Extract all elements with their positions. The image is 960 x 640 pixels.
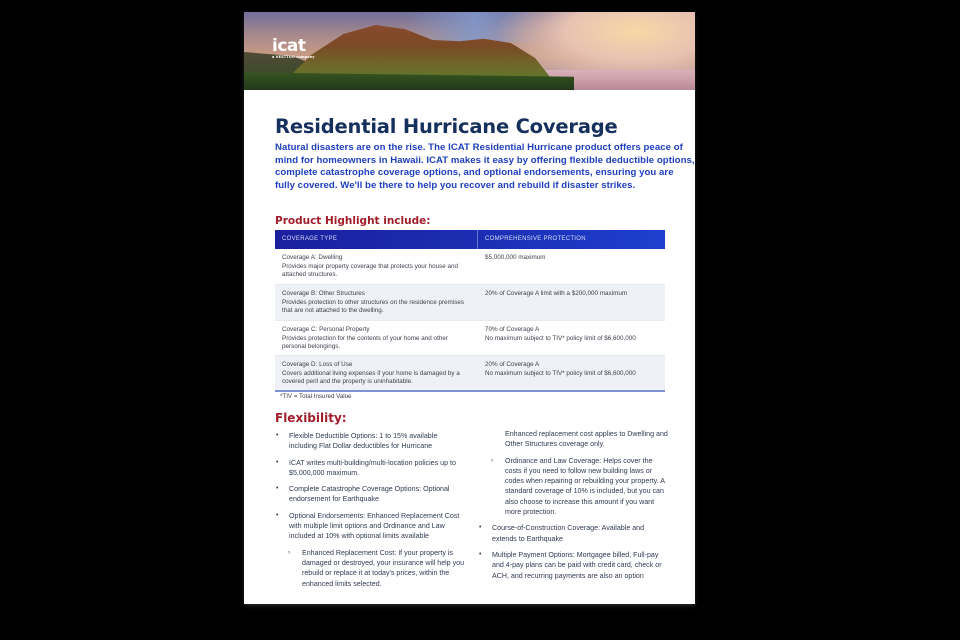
coverage-description: Provides protection to other structures on the residence premises that are not attached to the dwelling. [282, 298, 465, 315]
bullet-icon: • [479, 524, 482, 532]
table-row [275, 249, 665, 285]
coverage-description: Provides protection for the contents of your home and other personal belongings. [282, 334, 448, 351]
chevron-right-icon: › [288, 548, 291, 556]
bullet-icon: • [276, 458, 279, 466]
sub-list-item-text: Enhanced Replacement Cost: If your property is damaged or destroyed, your insurance will help you rebuild or replace it at today's prices, within the enhanced limits selected. [302, 548, 465, 588]
table-row [275, 356, 665, 392]
coverage-type-cell [275, 356, 478, 390]
hero-banner-image [244, 12, 695, 90]
document-page [244, 12, 695, 604]
coverage-description: Provides major property coverage that protects your house and attached structures. [282, 262, 459, 279]
list-item [275, 511, 465, 542]
protection-cell [478, 285, 665, 320]
list-item [478, 523, 668, 544]
protection-line: No maximum subject to TIV* policy limit of $6,600,000 [485, 334, 636, 342]
list-item-text: Multiple Payment Options: Mortgagee billed, Full-pay and 4-pay plans can be paid with credit card, check or ACH, and recurring payments are also an option [492, 550, 662, 580]
column-header-coverage-type: COVERAGE TYPE [275, 230, 478, 249]
coverage-table [275, 230, 665, 392]
list-item-text: Course-of-Construction Coverage: Available and extends to Earthquake [492, 524, 645, 543]
bullet-icon: • [276, 511, 279, 519]
sub-list-item-continuation: Enhanced replacement cost applies to Dwelling and Other Structures coverage only. [505, 430, 668, 449]
list-item-text: Flexible Deductible Options: 1 to 15% available including Flat Dollar deductibles for Hurricane [289, 432, 438, 451]
coverage-title: Coverage A: Dwelling [282, 254, 343, 261]
protection-cell [478, 249, 665, 284]
list-item [478, 550, 668, 581]
coverage-title: Coverage B: Other Structures [282, 290, 365, 297]
chevron-right-icon: › [491, 456, 494, 464]
bullet-icon: • [276, 485, 279, 493]
tiv-footnote: *TIV = Total Insured Value [280, 393, 352, 400]
logo-mark: icat [272, 36, 306, 56]
flexibility-right-column [478, 429, 668, 587]
coverage-type-cell [275, 285, 478, 320]
coverage-title: Coverage D: Loss of Use [282, 361, 353, 368]
flexibility-left-column [275, 431, 465, 595]
coverage-title: Coverage C: Personal Property [282, 326, 370, 333]
sub-list-item [275, 548, 465, 589]
table-header [275, 230, 665, 249]
flexibility-heading: Flexibility: [275, 411, 347, 425]
protection-line: No maximum subject to TIV* policy limit of $6,600,000 [485, 369, 636, 377]
table-row [275, 321, 665, 356]
intro-paragraph: Natural disasters are on the rise. The ICAT Residential Hurricane product offers peace of mind for homeowners in Hawaii. ICAT makes it easy by offering flexible deductible options, complete catastrophe coverage options, and optional endorsements, ensuring you are fully covered. We'll be there to help you recover and rebuild if disaster strikes. [275, 142, 695, 191]
list-item [275, 484, 465, 505]
protection-cell [478, 321, 665, 355]
protection-line: 20% of Coverage A limit with a $200,000 maximum [485, 290, 628, 297]
bullet-icon: • [276, 432, 279, 439]
coverage-description: Covers additional living expenses if your home is damaged by a covered peril and the property is uninhabitable. [282, 369, 460, 386]
table-row [275, 285, 665, 321]
coverage-type-cell [275, 249, 478, 284]
list-item [275, 458, 465, 479]
protection-line: 70% of Coverage A [485, 326, 540, 333]
highlights-heading: Product Highlight include: [275, 215, 431, 227]
column-header-protection: COMPREHENSIVE PROTECTION [485, 236, 586, 242]
bullet-icon: • [479, 550, 482, 558]
sub-list-item-text: Ordinance and Law Coverage: Helps cover the costs if you need to follow new building laws or codes when repairing or rebuilding your property. A standard coverage of 10% is included, but you can also choose to increase this amount if you want more protection. [505, 456, 665, 517]
protection-cell [478, 356, 665, 390]
icat-logo [272, 38, 315, 60]
logo-subtext: a VESTTOO company [272, 55, 315, 59]
protection-line: $5,000,000 maximum [485, 254, 546, 261]
page-title: Residential Hurricane Coverage [275, 115, 618, 138]
sub-list-item [478, 456, 668, 518]
list-item-text: ICAT writes multi-building/multi-location policies up to $5,000,000 maximum. [289, 458, 456, 477]
coverage-type-cell [275, 321, 478, 355]
list-item-text: Complete Catastrophe Coverage Options: Optional endorsement for Earthquake [289, 485, 450, 504]
list-item-text: Optional Endorsements: Enhanced Replacement Cost with multiple limit options and Ordinance and Law included at 10% with optional limits available [289, 511, 460, 541]
list-item [275, 431, 465, 452]
protection-line: 20% of Coverage A [485, 361, 540, 368]
